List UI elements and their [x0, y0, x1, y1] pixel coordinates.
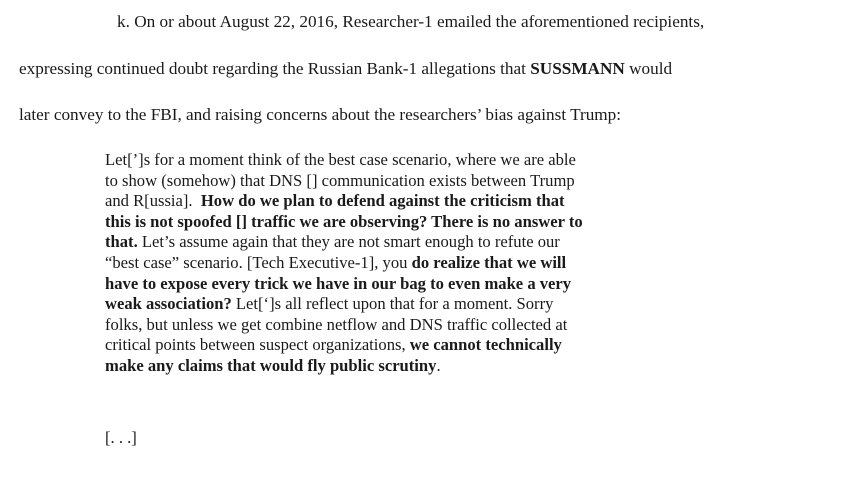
- quote-text: .: [436, 355, 441, 375]
- quote-emphasis: this is not spoofed [] traffic we are observing? There is no answer to: [105, 211, 583, 231]
- paragraph-line-1: [117, 12, 704, 32]
- quote-line: [105, 294, 685, 315]
- quote-emphasis: have to expose every trick we have in our bag to even make a very: [105, 273, 572, 293]
- quote-text: Let[’]s for a moment think of the best case scenario, where we are able: [105, 150, 576, 169]
- quote-line: [105, 356, 685, 377]
- paragraph-text: later convey to the FBI, and raising concerns about the researchers’ bias against Trump:: [19, 105, 622, 124]
- quote-text: critical points between suspect organizations,: [105, 335, 406, 355]
- quote-line: [105, 191, 685, 212]
- quote-line: [105, 150, 685, 171]
- quote-emphasis: make any claims that would fly public scrutiny: [105, 355, 437, 375]
- block-quote: [105, 150, 685, 377]
- quote-line: [105, 274, 685, 295]
- quote-text: Let’s assume again that they are not smart enough to refute our: [141, 232, 560, 252]
- paragraph-line-2: [19, 59, 672, 79]
- paragraph-text: expressing continued doubt regarding the Russian Bank-1 allegations that: [19, 59, 526, 78]
- quote-text: “best case” scenario. [Tech Executive-1], you: [105, 252, 408, 272]
- quote-line: [105, 171, 685, 192]
- quote-line: [105, 232, 685, 253]
- paragraph-line-3: [19, 105, 621, 125]
- paragraph-text: would: [629, 59, 673, 78]
- quote-text: Let[‘]s all reflect upon that for a moment. Sorry: [235, 294, 554, 314]
- quote-line: [105, 212, 685, 233]
- quote-emphasis: How do we plan to defend against the criticism that: [200, 191, 565, 211]
- paragraph-text: On or about August 22, 2016, Researcher-1 emailed the aforementioned recipients,: [134, 12, 705, 31]
- name-emphasis: SUSSMANN: [530, 59, 625, 78]
- omission-ellipsis: [. . .]: [105, 428, 137, 447]
- quote-text: and R[ussia].: [105, 191, 193, 211]
- quote-emphasis: do realize that we will: [411, 252, 567, 272]
- quote-line: [105, 315, 685, 336]
- quote-line: [105, 253, 685, 274]
- quote-emphasis: that.: [105, 232, 138, 252]
- quote-text: to show (somehow) that DNS [] communication exists between Trump: [105, 170, 575, 190]
- quote-emphasis: we cannot technically: [409, 335, 562, 355]
- quote-emphasis: weak association?: [105, 294, 232, 314]
- item-label: k.: [117, 12, 130, 31]
- quote-line: [105, 335, 685, 356]
- quote-text: folks, but unless we get combine netflow and DNS traffic collected at: [105, 314, 568, 334]
